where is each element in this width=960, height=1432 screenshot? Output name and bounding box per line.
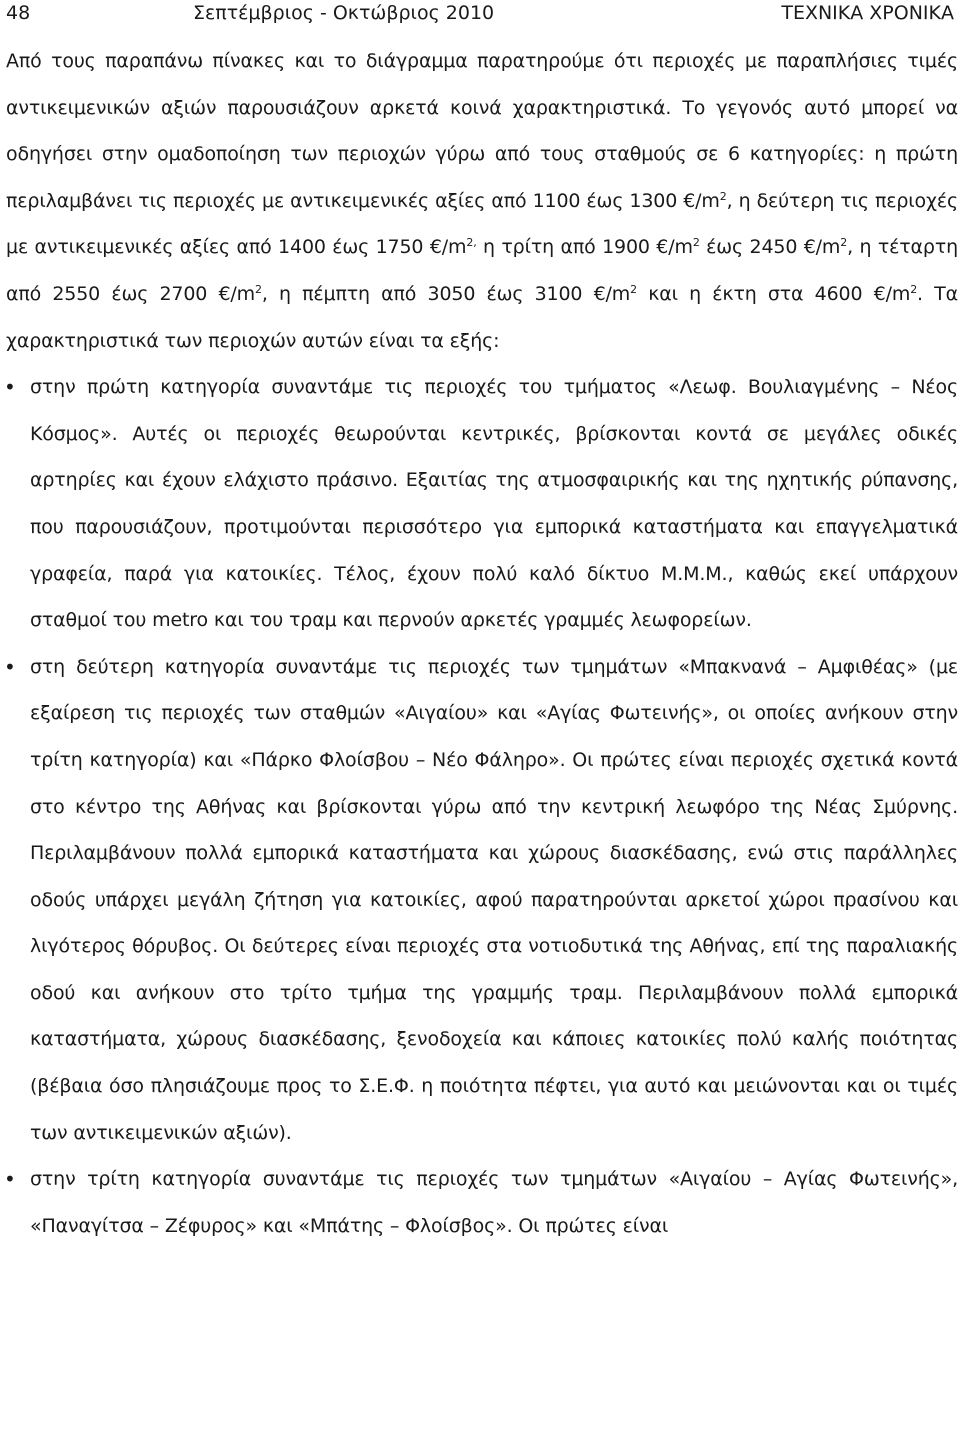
list-item-text: στην πρώτη κατηγορία συναντάμε τις περιοχές του τμήματος «Λεωφ. Βουλιαγμένης – Νέος Κόσμος». Αυτές οι περιοχές θεωρούνται κεντρικές, βρίσκονται κοντά σε μεγάλες οδικές αρτηρίες και έχουν ελάχιστο πράσινο. Εξαιτίας της ατμοσφαιρικής και της ηχητικής ρύπανσης, που παρουσιάζουν, προτιμούνται περισσότερο για εμπορικά καταστήματα και επαγγελματικά γραφεία, παρά για κατοικίες. Τέλος, έχουν πολύ καλό δίκτυο Μ.Μ.Μ., καθώς εκεί υπάρχουν σταθμοί του metro και του τραμ και περνούν αρκετές γραμμές λεωφορείων. — [30, 376, 958, 632]
list-item-text: στην τρίτη κατηγορία συναντάμε τις περιοχές των τμημάτων «Αιγαίου – Αγίας Φωτεινής», «Παναγίτσα – Ζέφυρος» και «Μπάτης – Φλοίσβος». Οι πρώτες είναι — [30, 1168, 958, 1237]
list-item — [4, 644, 958, 1157]
intro-paragraph — [6, 38, 958, 364]
superscript: 2 — [692, 236, 700, 250]
bullet-icon: • — [4, 375, 16, 400]
superscript: 2, — [466, 236, 477, 250]
intro-text-2: , η δεύτερη τις περιοχές με αντικειμενικές αξίες από 1400 έως 1750 €/m — [6, 189, 958, 259]
bullet-icon: • — [4, 1167, 16, 1192]
superscript: 2 — [719, 189, 727, 203]
intro-text-5: , η τέταρτη από 2550 έως 2700 €/m — [6, 236, 958, 305]
superscript: 2 — [630, 282, 637, 296]
intro-text-4: έως 2450 €/m — [699, 236, 841, 259]
list-item-text: στη δεύτερη κατηγορία συναντάμε τις περιοχές των τμημάτων «Μπακνανά – Αμφιθέας» (με εξαίρεση τις περιοχές των σταθμών «Αιγαίου» και «Αγίας Φωτεινής», οι οποίες ανήκουν στην τρίτη κατηγορία) και «Πάρκο Φλοίσβου – Νέο Φάληρο». Οι πρώτες είναι περιοχές σχετικά κοντά στο κέντρο της Αθήνας και βρίσκονται γύρω από την κεντρική λεωφόρο της Νέας Σμύρνης. Περιλαμβάνουν πολλά εμπορικά καταστήματα και χώρους διασκέδασης, ενώ στις παράλληλες οδούς υπάρχει μεγάλη ζήτηση για κατοικίες, αφού παρατηρούνται αρκετοί χώροι πρασίνου και λιγότερος θόρυβος. Οι δεύτερες είναι περιοχές στα νοτιοδυτικά της Αθήνας, επί της παραλιακής οδού και ανήκουν στο τρίτο τμήμα της γραμμής τραμ. Περιλαμβάνουν πολλά εμπορικά καταστήματα, χώρους διασκέδασης, ξενοδοχεία και κάποιες κατοικίες πολύ καλής ποιότητας (βέβαια όσο πλησιάζουμε προς το Σ.Ε.Φ. η ποιότητα πέφτει, για αυτό και μειώνονται και οι τιμές των αντικειμενικών αξιών). — [30, 655, 958, 1144]
intro-text-8: . Τα χαρακτηριστικά των περιοχών αυτών είναι τα εξής: — [6, 282, 958, 352]
superscript: 2 — [840, 236, 848, 250]
intro-text-6: , η πέμπτη από 3050 έως 3100 €/m — [261, 282, 631, 305]
intro-text-3: η τρίτη από 1900 €/m — [476, 236, 693, 259]
page-header — [0, 0, 960, 30]
issue-date: Σεπτέμβριος - Οκτώβριος 2010 — [193, 2, 495, 24]
journal-title: ΤΕΧΝΙΚΑ ΧΡΟΝΙΚΑ — [781, 2, 954, 24]
category-list — [4, 364, 958, 1249]
page-number: 48 — [6, 2, 31, 24]
bullet-icon: • — [4, 654, 16, 679]
list-item — [4, 364, 958, 644]
article-body — [4, 38, 958, 1249]
superscript: 2 — [255, 282, 262, 296]
intro-text-1: Από τους παραπάνω πίνακες και το διάγραμμα παρατηρούμε ότι περιοχές με παραπλήσιες τιμές αντικειμενικών αξιών παρουσιάζουν αρκετά κοινά χαρακτηριστικά. Το γεγονός αυτό μπορεί να οδηγήσει στην ομαδοποίηση των περιοχών γύρω από τους σταθμούς σε 6 κατηγορίες: η πρώτη περιλαμβάνει τις περιοχές με αντικειμενικές αξίες από 1100 έως 1300 €/m — [6, 50, 958, 212]
intro-text-7: και η έκτη στα 4600 €/m — [637, 282, 911, 305]
superscript: 2 — [910, 282, 918, 296]
list-item — [4, 1156, 958, 1249]
